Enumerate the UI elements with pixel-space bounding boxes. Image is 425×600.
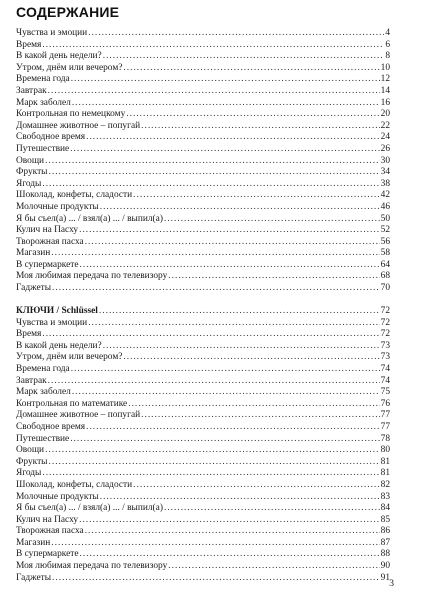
dot-leader [168, 561, 379, 573]
toc-entry-page: 50 [380, 213, 390, 224]
toc-entry[interactable] [16, 480, 390, 492]
dot-leader [71, 74, 380, 86]
toc-entry-page: 26 [380, 143, 390, 154]
toc-entry[interactable] [16, 283, 390, 295]
toc-entry[interactable] [16, 86, 390, 98]
toc-entry[interactable] [16, 515, 390, 527]
toc-entry-page: 86 [380, 526, 390, 537]
toc-entry[interactable] [16, 109, 390, 121]
toc-entry-page: 12 [380, 74, 390, 85]
toc-entry-title: В какой день недели? [16, 51, 102, 62]
toc-entry-page: 75 [380, 387, 390, 398]
toc-entry-page: 46 [380, 201, 390, 212]
toc-entry-page: 73 [380, 352, 390, 363]
dot-leader [85, 237, 380, 249]
toc-entry-title: Утром, днём или вечером? [16, 352, 123, 363]
dot-leader [79, 515, 380, 527]
toc-entry[interactable] [16, 144, 390, 156]
toc-entry[interactable] [16, 167, 390, 179]
toc-entry-title: Творожная пасха [16, 526, 84, 537]
toc-entry-page: 10 [380, 62, 390, 73]
toc-entry-page: 74 [380, 375, 390, 386]
toc-entry-title: Домашнее животное – попугай [16, 120, 141, 131]
dot-leader [103, 341, 380, 353]
toc-entry-page: 77 [380, 410, 390, 421]
toc-entry[interactable] [16, 457, 390, 469]
dot-leader [164, 503, 380, 515]
toc-entry-page: 20 [380, 109, 390, 120]
keys-heading-page: 72 [380, 306, 390, 316]
toc-entry-page: 42 [380, 190, 390, 201]
toc-entry[interactable] [16, 214, 390, 226]
dot-leader [42, 329, 379, 341]
toc-entry[interactable] [16, 538, 390, 550]
dot-leader [103, 51, 385, 63]
toc-entry-title: Чувства и эмоции [16, 28, 88, 38]
toc-entry-page: 88 [380, 549, 390, 560]
keys-list [16, 318, 390, 585]
toc-entry[interactable] [16, 387, 390, 399]
toc-entry[interactable] [16, 399, 390, 411]
toc-entry-page: 22 [380, 120, 390, 131]
dot-leader [45, 445, 380, 457]
dot-leader [141, 121, 379, 133]
table-of-contents [16, 28, 390, 295]
toc-entry-title: Чувства и эмоции [16, 317, 88, 328]
toc-entry-title: Молочные продукты [16, 201, 99, 212]
toc-entry-title: Моя любимая передача по телевизору [16, 561, 168, 572]
toc-entry[interactable] [16, 179, 390, 191]
toc-entry[interactable] [16, 225, 390, 237]
toc-entry[interactable] [16, 422, 390, 434]
toc-entry-title: Кулич на Пасху [16, 514, 79, 525]
toc-entry[interactable] [16, 202, 390, 214]
toc-entry-title: Марк заболел [16, 387, 71, 398]
dot-leader [79, 225, 380, 237]
toc-entry-page: 52 [380, 225, 390, 236]
answer-keys-section [16, 306, 390, 584]
toc-entry-page: 76 [380, 398, 390, 409]
dot-leader [85, 526, 380, 538]
toc-entry[interactable] [16, 492, 390, 504]
dot-leader [123, 352, 379, 364]
dot-leader [49, 167, 380, 179]
dot-leader [86, 422, 380, 434]
toc-entry-page: 4 [385, 28, 390, 38]
toc-entry-title: Времена года [16, 74, 70, 85]
toc-entry[interactable] [16, 549, 390, 561]
toc-entry-title: Время [16, 39, 42, 50]
toc-entry[interactable] [16, 352, 390, 364]
toc-entry-title: Фрукты [16, 167, 48, 178]
dot-leader [51, 248, 379, 260]
toc-entry[interactable] [16, 445, 390, 457]
toc-entry[interactable] [16, 271, 390, 283]
toc-entry[interactable] [16, 329, 390, 341]
toc-entry[interactable] [16, 74, 390, 86]
toc-entry-page: 72 [380, 317, 390, 328]
toc-entry-page: 78 [380, 433, 390, 444]
toc-entry-title: Молочные продукты [16, 491, 99, 502]
toc-entry[interactable] [16, 260, 390, 272]
toc-entry-title: Путешествие [16, 143, 70, 154]
toc-entry-title: Овощи [16, 445, 45, 456]
toc-entry-page: 85 [380, 514, 390, 525]
toc-entry[interactable] [16, 318, 390, 330]
dot-leader [100, 492, 380, 504]
toc-entry-page: 87 [380, 537, 390, 548]
dot-leader [72, 98, 380, 110]
toc-entry[interactable] [16, 98, 390, 110]
dot-leader [126, 109, 379, 121]
dot-leader [52, 573, 380, 585]
toc-entry-title: В супермаркете [16, 259, 79, 270]
toc-entry[interactable] [16, 573, 390, 585]
toc-entry-page: 84 [380, 503, 390, 514]
toc-entry-page: 74 [380, 363, 390, 374]
toc-entry-page: 73 [380, 340, 390, 351]
toc-entry-page: 64 [380, 259, 390, 270]
toc-entry-page: 81 [380, 456, 390, 467]
dot-leader [164, 214, 380, 226]
toc-entry-title: Свободное время [16, 421, 86, 432]
toc-entry-page: 16 [380, 97, 390, 108]
toc-entry[interactable] [16, 503, 390, 515]
toc-entry[interactable] [16, 40, 390, 52]
toc-entry-title: Овощи [16, 155, 45, 166]
toc-entry-page: 82 [380, 479, 390, 490]
toc-entry[interactable] [16, 132, 390, 144]
dot-leader [42, 468, 379, 480]
toc-entry-page: 70 [380, 283, 390, 294]
toc-entry-title: Я бы съел(а) ... / взял(а) ... / выпил(а) [16, 213, 163, 224]
toc-entry-page: 72 [380, 329, 390, 340]
toc-entry-page: 80 [380, 445, 390, 456]
toc-entry[interactable] [16, 51, 390, 63]
keys-heading: КЛЮЧИ / Schlüssel [16, 306, 98, 316]
toc-entry-title: Завтрак [16, 375, 47, 386]
toc-entry-title: Шоколад, конфеты, сладости [16, 190, 133, 201]
dot-leader [42, 40, 384, 52]
toc-entry-title: Марк заболел [16, 97, 71, 108]
toc-entry[interactable] [16, 468, 390, 480]
toc-entry-title: Свободное время [16, 132, 86, 143]
dot-leader [123, 63, 379, 75]
toc-entry-page: 38 [380, 178, 390, 189]
dot-leader [88, 28, 384, 40]
page-title: СОДЕРЖАНИЕ [16, 4, 120, 20]
toc-entry-title: Завтрак [16, 85, 47, 96]
dot-leader [48, 86, 380, 98]
toc-entry-title: Фрукты [16, 456, 48, 467]
toc-entry[interactable] [16, 156, 390, 168]
dot-leader [133, 480, 379, 492]
toc-entry-page: 56 [380, 236, 390, 247]
toc-entry-page: 14 [380, 85, 390, 96]
dot-leader [80, 549, 380, 561]
toc-entry[interactable] [16, 248, 390, 260]
toc-entry-title: Магазин [16, 537, 51, 548]
toc-entry-title: Контрольная по немецкому [16, 109, 126, 120]
toc-entry-title: Ягоды [16, 178, 42, 189]
toc-entry-title: Моя любимая передача по телевизору [16, 271, 168, 282]
dot-leader [168, 271, 379, 283]
dot-leader [141, 410, 379, 422]
dot-leader [70, 434, 379, 446]
toc-entry-title: Контрольная по математике [16, 398, 128, 409]
dot-leader [45, 156, 380, 168]
toc-entry[interactable] [16, 376, 390, 388]
toc-entry-title: Гаджеты [16, 283, 52, 294]
dot-leader [72, 387, 380, 399]
toc-entry-page: 34 [380, 167, 390, 178]
toc-entry-title: Я бы съел(а) ... / взял(а) ... / выпил(а) [16, 503, 163, 514]
toc-entry[interactable] [16, 410, 390, 422]
toc-entry-page: 83 [380, 491, 390, 502]
toc-entry-page: 30 [380, 155, 390, 166]
toc-entry-page: 6 [385, 39, 390, 50]
keys-heading-row[interactable] [16, 306, 390, 318]
toc-entry[interactable] [16, 561, 390, 573]
dot-leader [133, 190, 379, 202]
toc-entry[interactable] [16, 364, 390, 376]
dot-leader [71, 364, 380, 376]
toc-entry[interactable] [16, 28, 390, 40]
toc-entry-title: Время [16, 329, 42, 340]
toc-entry[interactable] [16, 434, 390, 446]
page-number: 3 [389, 579, 394, 589]
toc-entry-page: 81 [380, 468, 390, 479]
toc-entry-page: 90 [380, 561, 390, 572]
dot-leader [80, 260, 380, 272]
toc-entry[interactable] [16, 190, 390, 202]
toc-entry-title: Путешествие [16, 433, 70, 444]
toc-entry-page: 77 [380, 421, 390, 432]
toc-entry[interactable] [16, 341, 390, 353]
toc-entry-title: Кулич на Пасху [16, 225, 79, 236]
toc-entry-page: 8 [385, 51, 390, 62]
dot-leader [49, 457, 380, 469]
toc-entry-title: Ягоды [16, 468, 42, 479]
toc-entry-title: Времена года [16, 363, 70, 374]
toc-entry[interactable] [16, 63, 390, 75]
dot-leader [70, 144, 379, 156]
dot-leader [99, 306, 380, 318]
toc-entry-page: 91 [380, 572, 390, 583]
toc-entry-title: В супермаркете [16, 549, 79, 560]
toc-entry-title: Гаджеты [16, 572, 52, 583]
toc-entry-page: 24 [380, 132, 390, 143]
dot-leader [51, 538, 379, 550]
toc-entry-title: Шоколад, конфеты, сладости [16, 479, 133, 490]
dot-leader [48, 376, 380, 388]
dot-leader [128, 399, 379, 411]
toc-entry-title: В какой день недели? [16, 340, 102, 351]
dot-leader [88, 318, 379, 330]
toc-entry-page: 68 [380, 271, 390, 282]
dot-leader [42, 179, 379, 191]
toc-entry-title: Творожная пасха [16, 236, 84, 247]
dot-leader [86, 132, 380, 144]
toc-entry-page: 58 [380, 248, 390, 259]
toc-entry-title: Магазин [16, 248, 51, 259]
dot-leader [100, 202, 380, 214]
toc-entry-title: Утром, днём или вечером? [16, 62, 123, 73]
toc-entry[interactable] [16, 526, 390, 538]
dot-leader [52, 283, 380, 295]
toc-entry[interactable] [16, 121, 390, 133]
toc-entry-title: Домашнее животное – попугай [16, 410, 141, 421]
toc-entry[interactable] [16, 237, 390, 249]
